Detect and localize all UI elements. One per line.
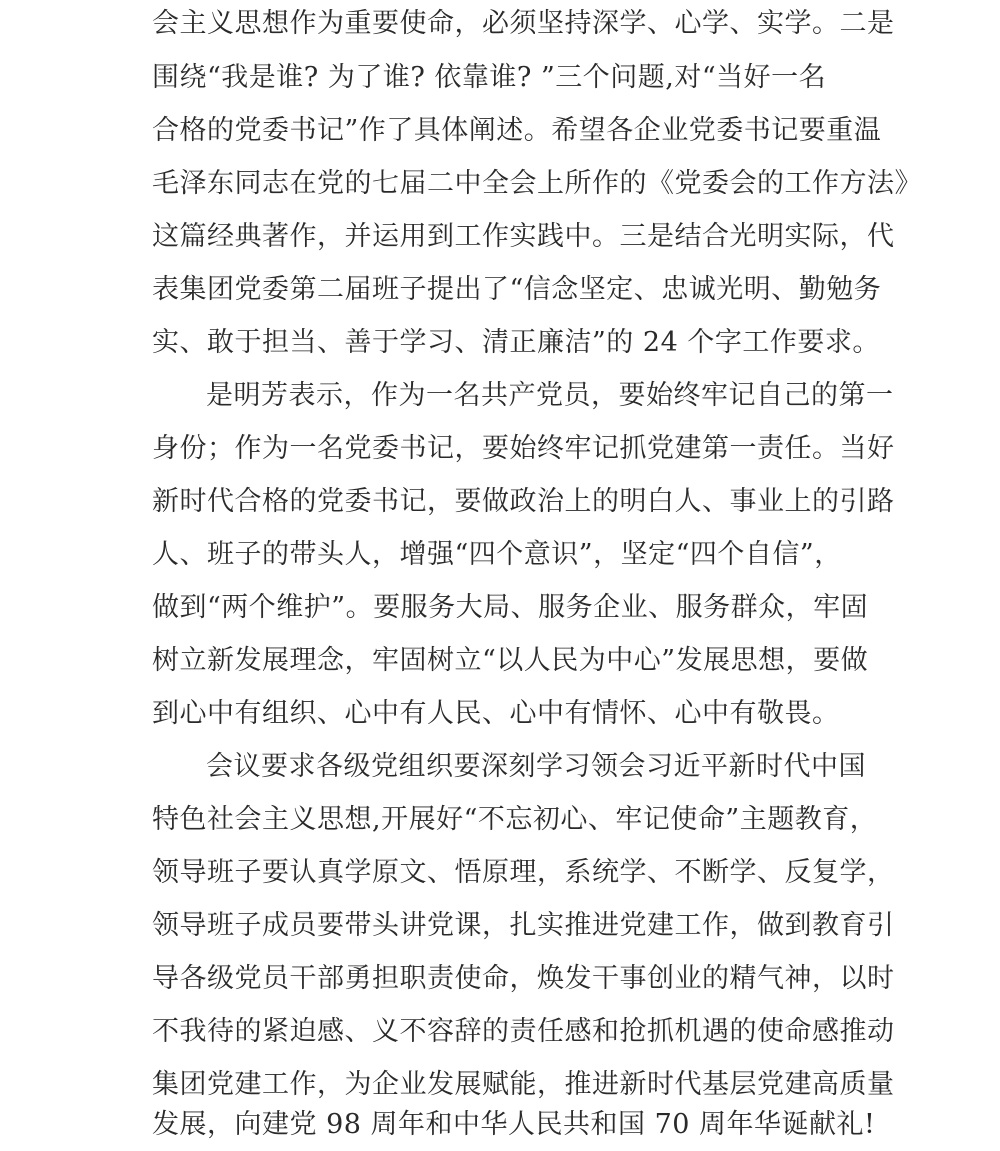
- text-line: 领导班子要认真学原文、悟原理，系统学、不断学、反复学，: [152, 857, 895, 888]
- text-line: 身份；作为一名党委书记，要始终牢记抓党建第一责任。当好: [152, 433, 895, 464]
- text-line: 会主义思想作为重要使命，必须坚持深学、心学、实学。二是: [152, 8, 895, 39]
- text-line: 到心中有组织、心中有人民、心中有情怀、心中有敬畏。: [152, 698, 840, 729]
- text-line: 这篇经典著作，并运用到工作实践中。三是结合光明实际，代: [152, 221, 895, 252]
- text-line: 导各级党员干部勇担职责使命，焕发干事创业的精气神，以时: [152, 963, 895, 994]
- text-line: 新时代合格的党委书记，要做政治上的明白人、事业上的引路: [152, 486, 895, 517]
- text-line: 实、敢于担当、善于学习、清正廉洁”的 24 个字工作要求。: [152, 327, 880, 358]
- text-line: 不我待的紧迫感、义不容辞的责任感和抢抓机遇的使命感推动: [152, 1016, 895, 1047]
- text-line: 特色社会主义思想,开展好“不忘初心、牢记使命”主题教育，: [152, 804, 878, 835]
- text-line: 毛泽东同志在党的七届二中全会上所作的《党委会的工作方法》: [152, 168, 922, 199]
- paragraph-first-line: 会议要求各级党组织要深刻学习领会习近平新时代中国: [206, 751, 866, 782]
- text-line: 合格的党委书记”作了具体阐述。希望各企业党委书记要重温: [152, 115, 882, 146]
- text-line: 做到“两个维护”。要服务大局、服务企业、服务群众，牢固: [152, 592, 869, 623]
- text-line: 围绕“我是谁? 为了谁? 依靠谁? ”三个问题,对“当好一名: [152, 62, 827, 93]
- text-line: 发展，向建党 98 周年和中华人民共和国 70 周年华诞献礼!: [152, 1109, 876, 1140]
- text-line: 领导班子成员要带头讲党课，扎实推进党建工作，做到教育引: [152, 910, 895, 941]
- text-line: 树立新发展理念，牢固树立“以人民为中心”发展思想，要做: [152, 645, 869, 676]
- paragraph-first-line: 是明芳表示，作为一名共产党员，要始终牢记自己的第一: [206, 380, 894, 411]
- text-line: 人、班子的带头人，增强“四个意识”，坚定“四个自信”，: [152, 539, 842, 570]
- text-line: 集团党建工作，为企业发展赋能，推进新时代基层党建高质量: [152, 1069, 895, 1100]
- text-line: 表集团党委第二届班子提出了“信念坚定、忠诚光明、勤勉务: [152, 274, 882, 305]
